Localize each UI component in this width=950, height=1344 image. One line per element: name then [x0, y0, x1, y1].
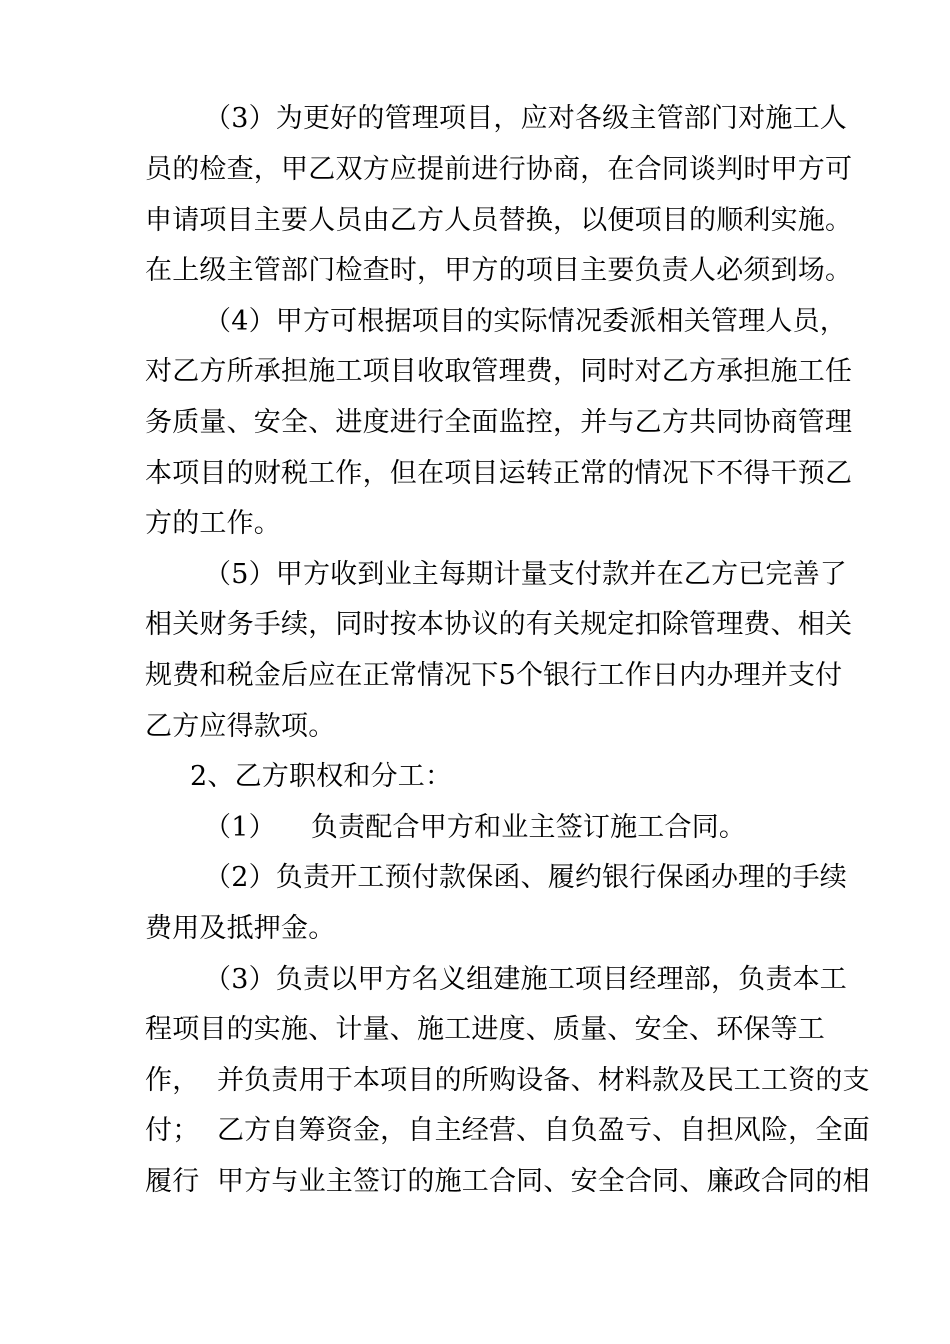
text-line: （5）甲方收到业主每期计量支付款并在乙方已完善了 [204, 559, 847, 590]
text-line: （1） 负责配合甲方和业主签订施工合同。 [204, 812, 747, 843]
text-line: 相关财务手续，同时按本协议的有关规定扣除管理费、相关 [145, 609, 853, 640]
text-line: （4）甲方可根据项目的实际情况委派相关管理人员， [204, 306, 847, 337]
text-line: 本项目的财税工作，但在项目运转正常的情况下不得干预乙 [145, 458, 853, 489]
text-line: 对乙方所承担施工项目收取管理费，同时对乙方承担施工任 [145, 356, 853, 387]
text-line: 费用及抵押金。 [145, 913, 336, 944]
text-line: （3）负责以甲方名义组建施工项目经理部，负责本工 [204, 964, 847, 995]
section-heading: 2、乙方职权和分工： [190, 761, 453, 792]
text-line: 申请项目主要人员由乙方人员替换，以便项目的顺利实施。 [145, 205, 853, 236]
text-line: 乙方应得款项。 [145, 711, 336, 742]
text-line: 务质量、安全、进度进行全面监控，并与乙方共同协商管理 [145, 407, 853, 438]
text-line: 方的工作。 [145, 508, 281, 539]
text-line: 规费和税金后应在正常情况下5个银行工作日内办理并支付 [145, 660, 843, 691]
text-line: 在上级主管部门检查时，甲方的项目主要负责人必须到场。 [145, 255, 853, 286]
text-line: 履行 甲方与业主签订的施工合同、安全合同、廉政合同的相 [145, 1166, 870, 1197]
text-line: 员的检查，甲乙双方应提前进行协商，在合同谈判时甲方可 [145, 154, 853, 185]
text-line: 作， 并负责用于本项目的所购设备、材料款及民工工资的支 [145, 1065, 870, 1096]
text-line: 付； 乙方自筹资金，自主经营、自负盈亏、自担风险，全面 [145, 1115, 870, 1146]
text-line: 程项目的实施、计量、施工进度、质量、安全、环保等工 [145, 1014, 825, 1045]
text-line: （2）负责开工预付款保函、履约银行保函办理的手续 [204, 862, 847, 893]
text-line: （3）为更好的管理项目，应对各级主管部门对施工人 [204, 103, 847, 134]
